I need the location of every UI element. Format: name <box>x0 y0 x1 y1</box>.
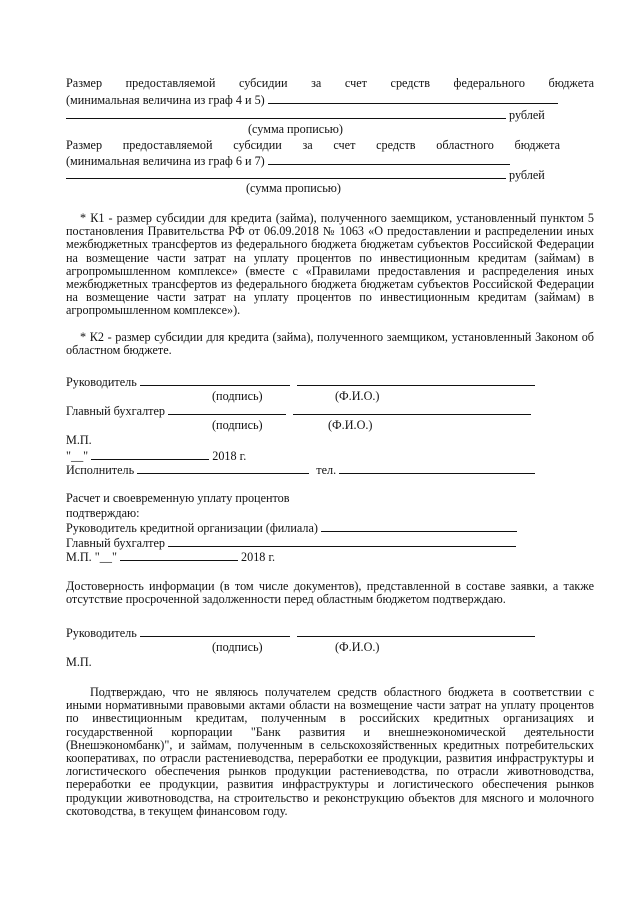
federal-subsidy-blank[interactable] <box>268 93 558 104</box>
regional-sum-blank[interactable] <box>66 168 506 179</box>
bank-accountant-blank[interactable] <box>168 536 516 547</box>
regional-sum-caption: (сумма прописью) <box>246 181 341 195</box>
federal-subsidy-line2: (минимальная величина из граф 4 и 5) <box>66 93 558 107</box>
stamp-place: М.П. <box>66 433 92 447</box>
accountant-signature-caption: (подпись) <box>212 418 263 432</box>
bank-confirm-line1: Расчет и своевременную уплату процентов <box>66 491 290 505</box>
federal-sum-blank[interactable] <box>66 108 506 119</box>
head-signature-blank-2[interactable] <box>140 626 290 637</box>
phone-blank[interactable] <box>339 463 535 474</box>
head-name-blank-2[interactable] <box>297 626 535 637</box>
confirmation-paragraph: Подтверждаю, что не являюсь получателем средств областного бюджета в соответствии с иными нормативными правовыми актами области на возмещение части затрат на уплату процентов по инвестиционным кредитам, полученным в российских кредитных организациях и государственной корпорации "Банк развития и внешнеэкономической деятельности (Внешэкономбанк)", и займам, полученным в сельскохозяйственных кредитных потребительских кооперативах, по отрасли растениеводства, переработки ее продукции, развития инфраструктуры и логистического обеспечения рынков продукции растениеводства, по отрасли животноводства, переработки ее продукции, развития инфраструктуры и логистического обеспечения рынков продукции животноводства, на строительство и реконструкцию объектов для мясного и молочного скотоводства, в текущем финансовом году. <box>66 685 594 818</box>
regional-sum-line: рублей <box>66 168 545 182</box>
bank-confirm-line2: подтверждаю: <box>66 506 140 520</box>
accountant-signature-blank[interactable] <box>168 404 286 415</box>
bank-date-blank[interactable] <box>120 550 238 561</box>
federal-subsidy-line1: Размер предоставляемой субсидии за счет средств федерального бюджета <box>66 76 594 90</box>
bank-date-line: М.П. "__" 2018 г. <box>66 550 276 564</box>
regional-subsidy-line2: (минимальная величина из граф 6 и 7) <box>66 154 510 168</box>
regional-subsidy-line1: Размер предоставляемой субсидии за счет средств областного бюджета <box>66 138 560 152</box>
executor-line: Исполнитель тел. <box>66 463 535 477</box>
bank-accountant-line: Главный бухгалтер <box>66 536 516 550</box>
accountant-signature-line: Главный бухгалтер <box>66 404 531 418</box>
head-name-blank[interactable] <box>297 375 535 386</box>
stamp-place-2: М.П. <box>66 655 92 669</box>
bank-head-line: Руководитель кредитной организации (филиала) <box>66 521 517 535</box>
head-signature-line-2: Руководитель <box>66 626 535 640</box>
reliability-statement: Достоверность информации (в том числе документов), представленной в составе заявки, а также отсутствие просроченной задолженности перед областным бюджетом подтверждаю. <box>66 579 594 607</box>
federal-sum-caption: (сумма прописью) <box>248 122 343 136</box>
date-line: "__" 2018 г. <box>66 449 247 463</box>
executor-name-blank[interactable] <box>137 463 309 474</box>
head-signature-line: Руководитель <box>66 375 535 389</box>
footnote-k1: * К1 - размер субсидии для кредита (займа), полученного заемщиком, установленный пунктом 5 постановления Правительства РФ от 06.09.2018 № 1063 «О предоставлении и распределении иных межбюджетных трансфертов из федерального бюджета бюджетам субъектов Российской Федерации на возмещение части затрат на уплату процентов по инвестиционным кредитам (займам) в агропромышленном комплексе» (вместе с «Правилами предоставления и распределения иных межбюджетных трансфертов из федерального бюджета бюджетам субъектов Российской Федерации на возмещение части затрат на уплату процентов по инвестиционным кредитам (займам) в агропромышленном комплексе»). <box>66 211 594 318</box>
head-signature-blank[interactable] <box>140 375 290 386</box>
federal-sum-line: рублей <box>66 108 545 122</box>
footnote-k2: * К2 - размер субсидии для кредита (займа), полученного заемщиком, установленный Законом об областном бюджете. <box>66 330 594 358</box>
signature-caption: (подпись) <box>212 389 263 403</box>
bank-head-blank[interactable] <box>321 521 517 532</box>
fio-caption-2: (Ф.И.О.) <box>335 640 380 654</box>
regional-subsidy-blank[interactable] <box>268 154 510 165</box>
signature-caption-2: (подпись) <box>212 640 263 654</box>
fio-caption: (Ф.И.О.) <box>335 389 380 403</box>
accountant-name-blank[interactable] <box>293 404 531 415</box>
accountant-fio-caption: (Ф.И.О.) <box>328 418 373 432</box>
date-month-blank[interactable] <box>91 449 209 460</box>
